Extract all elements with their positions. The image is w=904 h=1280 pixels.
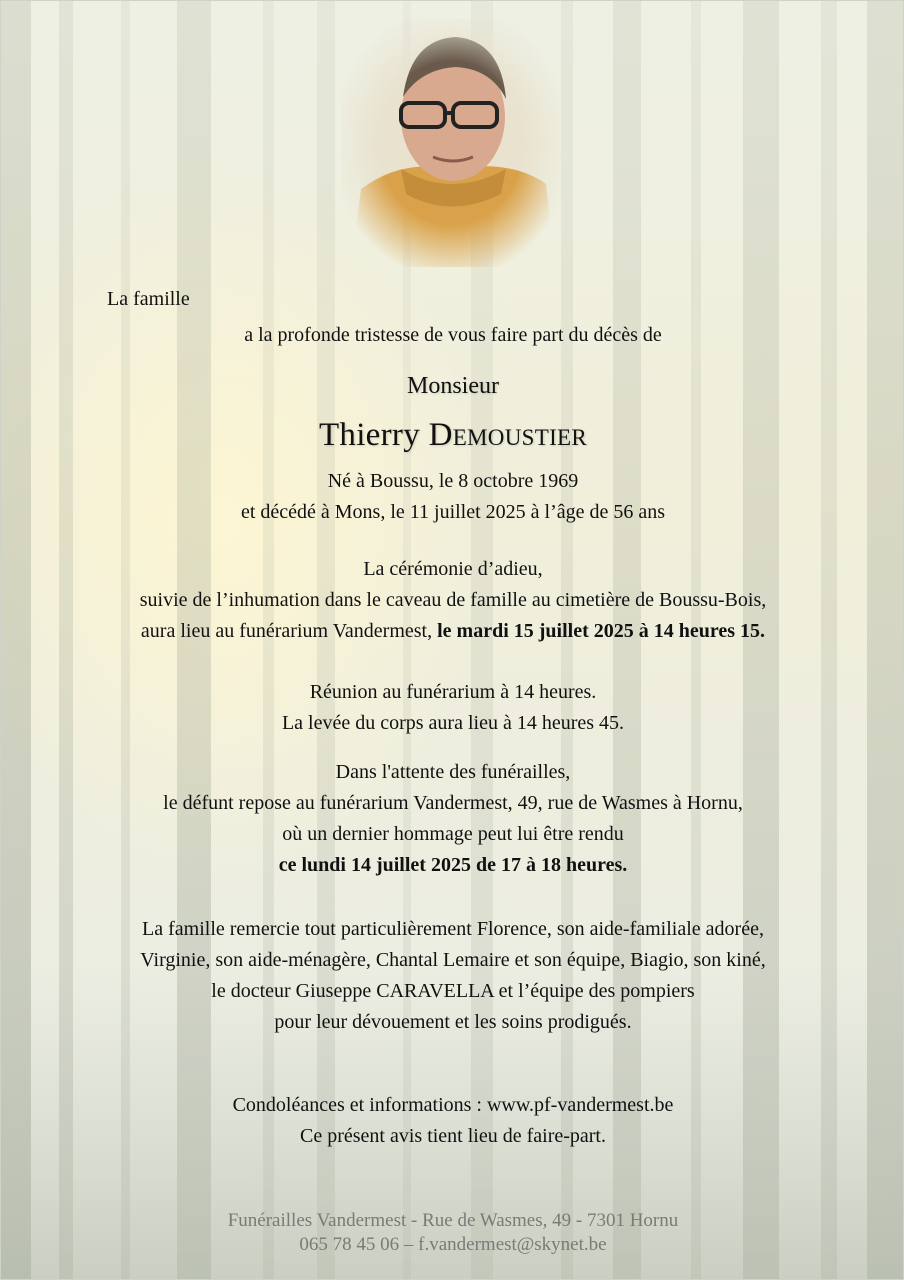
intro-text: [1, 320, 904, 351]
ceremony-section: [1, 554, 904, 647]
deceased-name: [1, 415, 904, 455]
reunion-line-1: Réunion au funérarium à 14 heures.: [309, 681, 597, 703]
thanks-line-2: Virginie, son aide-ménagère, Chantal Lemaire et son équipe, Biagio, son kiné,: [140, 949, 766, 971]
condolences-section: [1, 1090, 904, 1152]
ceremony-location: aura lieu au funérarium Vandermest,: [140, 620, 438, 642]
repose-section: [1, 757, 904, 881]
ceremony-line-3: [1, 616, 904, 647]
death-line: et décédé à Mons, le 11 juillet 2025 à l’âge de 56 ans: [240, 501, 666, 523]
reunion-line-2: La levée du corps aura lieu à 14 heures 45.: [281, 712, 625, 734]
footer-contact: 065 78 45 06 – f.vandermest@skynet.be: [299, 1234, 607, 1255]
thanks-line-3: le docteur Giuseppe CARAVELLA et l’équipe des pompiers: [211, 980, 695, 1002]
honorific-label: Monsieur: [407, 373, 499, 399]
last-name: Demoustier: [428, 417, 588, 453]
thanks-line-1: La famille remercie tout particulièrement Florence, son aide-familiale adorée,: [142, 918, 764, 940]
footer-address: Funérailles Vandermest - Rue de Wasmes, 49 - 7301 Hornu: [227, 1210, 679, 1231]
condolences-line-1: Condoléances et informations : www.pf-vandermest.be: [232, 1094, 674, 1116]
thanks-line-4: pour leur dévouement et les soins prodigués.: [274, 1011, 632, 1033]
repose-line-1: Dans l'attente des funérailles,: [335, 761, 571, 783]
portrait-photo: [341, 19, 561, 267]
thanks-section: [1, 914, 904, 1038]
family-label: La famille: [107, 288, 190, 310]
intro-line: a la profonde tristesse de vous faire part du décès de: [244, 324, 662, 346]
footer: [1, 1209, 904, 1257]
repose-line-2: le défunt repose au funérarium Vandermest, 49, rue de Wasmes à Hornu,: [163, 792, 743, 814]
ceremony-line-2: suivie de l’inhumation dans le caveau de famille au cimetière de Boussu-Bois,: [139, 589, 767, 611]
repose-line-3: où un dernier hommage peut lui être rendu: [282, 823, 624, 845]
birth-line: Né à Boussu, le 8 octobre 1969: [327, 470, 579, 492]
life-dates: [1, 466, 904, 528]
ceremony-date: le mardi 15 juillet 2025 à 14 heures 15.: [437, 620, 766, 642]
repose-line-4: [1, 850, 904, 881]
honorific: [1, 370, 904, 402]
first-name: Thierry: [318, 417, 421, 453]
ceremony-line-1: La cérémonie d’adieu,: [363, 558, 543, 580]
condolences-line-2: Ce présent avis tient lieu de faire-part.: [300, 1125, 606, 1147]
reunion-section: [1, 677, 904, 739]
visitation-date: ce lundi 14 juillet 2025 de 17 à 18 heures.: [278, 854, 628, 876]
